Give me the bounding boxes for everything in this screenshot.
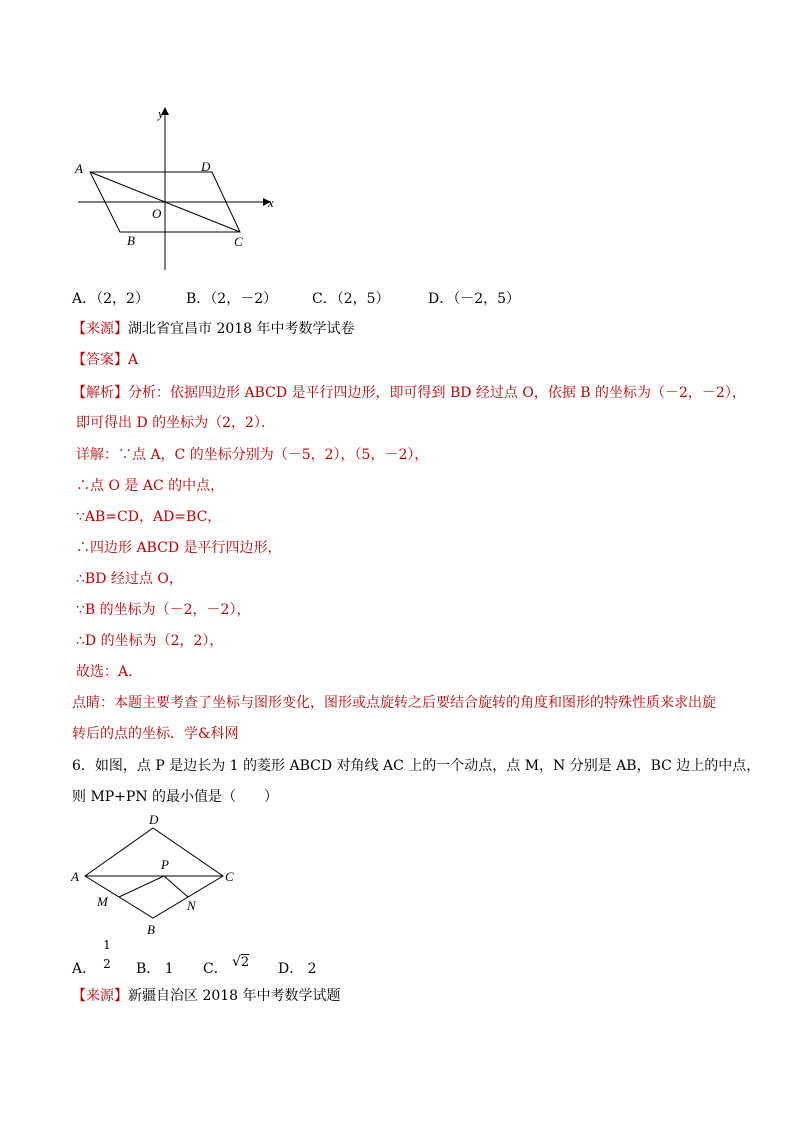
- sqrt-icon: √: [232, 954, 241, 970]
- label-c: C: [234, 234, 243, 249]
- option-d: D．（－2，5）: [428, 291, 521, 307]
- label-b: B: [147, 922, 155, 937]
- label-a: A: [75, 161, 83, 176]
- option-c: C．（2，5）: [312, 291, 390, 307]
- segment-pn: [164, 876, 188, 897]
- label-a: A: [71, 869, 79, 884]
- q5-detail-line: ∵B 的坐标为（－2，－2），: [76, 602, 251, 618]
- option-a: A．（2，2）: [72, 291, 149, 307]
- q5-detail-line: 故选：A．: [76, 664, 143, 680]
- q5-detail-line: ∴D 的坐标为（2，2），: [76, 633, 224, 649]
- label-y: y: [158, 106, 164, 121]
- q5-detail-line: ∴点 O 是 AC 的中点，: [76, 478, 225, 494]
- label-b: B: [127, 233, 135, 248]
- label-d: D: [201, 159, 211, 174]
- q5-comment-line2: 转后的点的坐标．学&科网: [72, 726, 239, 742]
- fraction-denominator: 2: [103, 957, 111, 971]
- q6-source: 【来源】新疆自治区 2018 年中考数学试题: [72, 988, 341, 1004]
- q5-analysis-line2: 即可得出 D 的坐标为（2，2）．: [76, 415, 275, 431]
- label-m: M: [97, 894, 108, 909]
- option-b: B．（2，－2）: [186, 291, 278, 307]
- q5-analysis-line1: 【解析】分析：依据四边形 ABCD 是平行四边形，即可得到 BD 经过点 O，依据 B 的坐标为（－2，－2），: [72, 385, 746, 401]
- q5-detail-line: 详解：∵点 A，C 的坐标分别为（－5，2），（5，－2），: [76, 447, 429, 463]
- parallelogram-figure: [60, 100, 290, 280]
- label-n: N: [187, 898, 196, 913]
- q6-stem-line1: 6．如图，点 P 是边长为 1 的菱形 ABCD 对角线 AC 上的一个动点，点 M，N 分别是 AB，BC 边上的中点，: [72, 758, 761, 774]
- segment-mp: [119, 876, 164, 897]
- option-b: B． 1: [136, 961, 174, 977]
- q5-source: 【来源】湖北省宜昌市 2018 年中考数学试卷: [72, 321, 355, 337]
- label-d: D: [149, 812, 159, 827]
- q5-detail-line: ∴BD 经过点 O，: [76, 571, 183, 587]
- q5-detail-line: ∵AB=CD，AD=BC，: [76, 509, 222, 525]
- fraction-numerator: 1: [103, 938, 111, 952]
- option-c-letter: C．: [203, 961, 228, 977]
- fraction-one-half: [100, 938, 114, 971]
- label-x: x: [268, 195, 274, 210]
- q5-answer: 【答案】A: [72, 352, 139, 368]
- label-o: O: [152, 206, 162, 221]
- label-c: C: [225, 869, 234, 884]
- rhombus-figure: [65, 810, 245, 940]
- q5-detail-line: ∴四边形 ABCD 是平行四边形，: [76, 540, 282, 556]
- option-a: A．: [72, 961, 97, 977]
- q6-stem-line2: 则 MP+PN 的最小值是（ ）: [72, 789, 279, 805]
- sqrt-two: √2: [232, 954, 250, 970]
- q5-comment-line1: 点睛：本题主要考查了坐标与图形变化，图形或点旋转之后要结合旋转的角度和图形的特殊性质来求出旋: [72, 695, 716, 711]
- label-p: P: [161, 857, 169, 872]
- option-d: D． 2: [278, 961, 317, 977]
